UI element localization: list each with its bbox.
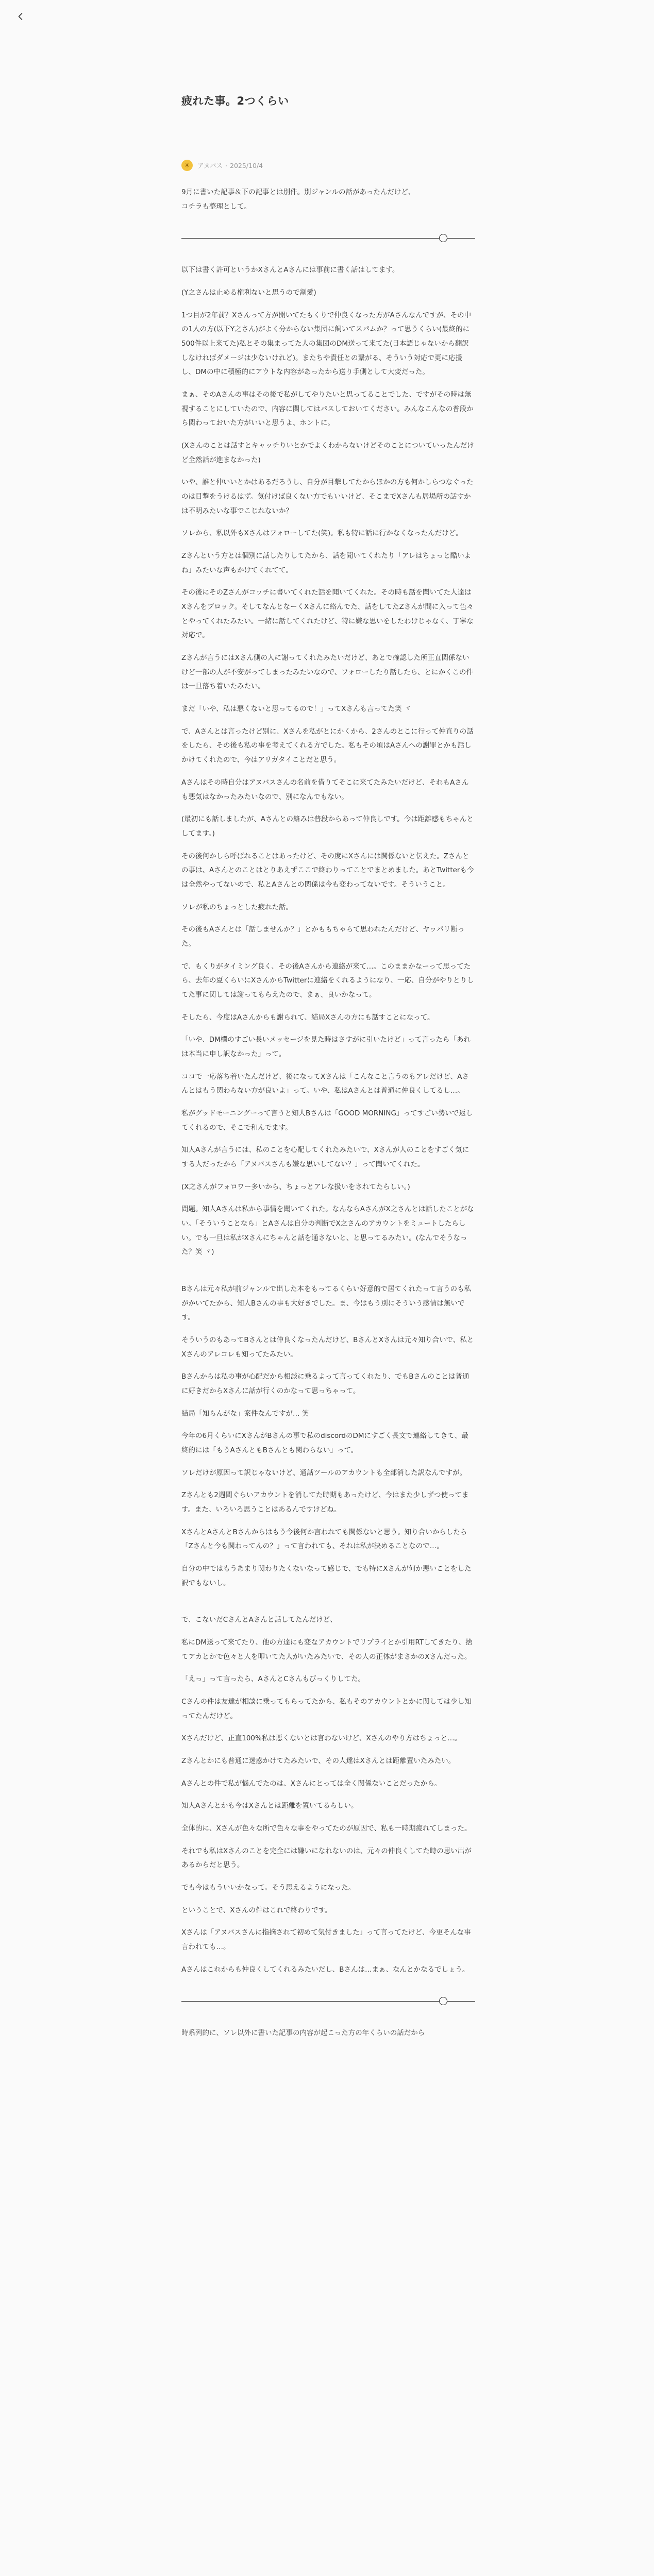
article-meta: [181, 160, 475, 171]
arrow-left-icon: [15, 11, 26, 22]
paragraph: その後もAさんとは「話しませんか？」とかももちゃらて思われたんだけど、ヤッパリ断った。: [181, 925, 465, 948]
paragraph: (Xさんのことは話すとキャッチりいとかでよくわからないけどそのことについていったんだけど全然話が進まなかった): [181, 442, 474, 464]
paragraph: まぁ、そのAさんの事はその後で私がしてやりたいと思ってることでした、ですがその時は無視することにしていたので、内容に関してはパスしておいてください。みんなこんなの普段から関わっておいた方がいいと思うよ、ホントに。: [181, 391, 474, 428]
paragraph: 全体的に、Xさんが色々な所で色々な事をやってたのが原因で、私も一時期疲れてしまった。: [181, 1824, 472, 1833]
paragraph: 自分の中ではもうあまり関わりたくないなって感じで、でも特にXさんが何か悪いことをした訳でもないし。: [181, 1565, 472, 1587]
paragraph: Xさんは「アヌバスさんに指摘されて初めて気付きました」って言ってたけど、今更そんな事言われても…。: [181, 1928, 471, 1952]
article: [181, 0, 475, 2049]
paragraph: 結局「知らんがな」案件なんですが… 笑: [181, 1409, 309, 1418]
author-name[interactable]: アヌバス: [197, 162, 223, 170]
paragraph: Aさんはこれからも仲良くしてくれるみたいだし、Bさんは…まぁ、なんとかなるでしょう。: [181, 1965, 469, 1974]
paragraph: ソレが私のちょっとした疲れた話。: [181, 903, 293, 911]
paragraph: Zさんという方とは個別に話したりしてたから、話を聞いてくれたり「アレはちょっと酷いよね」みたいな声もかけてくれてて。: [181, 552, 472, 574]
paragraph: 今年の6月くらいにXさんがBさんの事で私のdiscordのDMにすごく長文で連絡してきて、最終的には「もうAさんともBさんとも関わらない」って。: [181, 1432, 468, 1455]
section-divider: [181, 232, 475, 244]
paragraph: 「いや、DM欄のすごい長いメッセージを見た時はさすがに引いたけど」って言ったら「あれは本当に申し訳なかった」って。: [181, 1036, 471, 1058]
paragraph: (Y之さんは止める権利ないと思うので割愛): [181, 289, 316, 297]
paragraph: で、Aさんとは言ったけど別に、Xさんを私がとにかくから、2さんのとこに行って仲直りの話をしたら、その後も私の事を考えてくれる方でした。私もその頃はAさんへの謝罪とかも話しかけてくれたので、今はアリガタイことだと思う。: [181, 727, 474, 765]
paragraph: 時系列的に、ソレ以外に書いた記事の内容が起こった方の年くらいの話だから: [181, 2029, 425, 2038]
paragraph: その後何かしら呼ばれることはあったけど、その度にXさんには関係ないと伝えた。Zさんとの事は、Aさんとのことはとりあえずここで終わりってことでまとめました。あとTwitterも今は全然やってないので、私とAさんとの関係は今も変わってないです。そういうこと。: [181, 852, 474, 889]
paragraph: Zさんが言うにはXさん側の人に謝ってくれたみたいだけど、あとで確認した所正直関係ないけど一部の人が不安がってしまったみたいなので、フォローしたり話したら、とにかくこの件は一旦落ち着いたみたい。: [181, 654, 474, 691]
paragraph: 1つ目が2年前？Xさんって方が開いてたもくりで仲良くなった方がAさんなんですが、その中の1人の方(以下Y之さん)がよく分からない集団に飼いてスパムか？って思うくらい(最終的に500件以上来てた)私とその集まってた人の集団のDM送って来てた(日本語じゃないから翻訳しなければダメージは少ないけれど)。またちや責任との繋がる、そういう対応で更に応援し、DMの中に積極的にアウトな内容があったから送り手側として大変だった。: [181, 311, 472, 377]
paragraph: 私がグッドモーニングーって言うと知人Bさんは「GOOD MORNING」ってすごい勢いで返してくれるので、そこで和んでます。: [181, 1109, 473, 1132]
paragraph: Aさんとの件で私が悩んでたのは、Xさんにとっては全く関係ないことだったから。: [181, 1779, 442, 1788]
paragraph: Zさんとかにも普通に迷惑かけてたみたいで、その人達はXさんとは距離置いたみたい。: [181, 1757, 456, 1766]
paragraph: で、もくりがタイミング良く、その後Aさんから連絡が来て…。このままかなーって思ってたら、去年の夏くらいにXさんからTwitterに連絡をくれるようになり、一応、自分がやりとりしてた事に関しては謝ってもらえたので、まぁ、良いかなって。: [181, 962, 474, 999]
paragraph: Bさんからは私の事が心配だから相談に乗るよって言ってくれたり、でもBさんのことは普通に好きだからXさんに話が行くのかなって思っちゃって。: [181, 1372, 469, 1395]
section-divider: [181, 1995, 475, 2007]
meta-separator: ·: [225, 161, 227, 170]
article-body: [181, 185, 475, 2041]
paragraph: XさんとAさんとBさんからはもう今後何か言われても関係ないと思う。知り合いからしたら「Zさんと今も関わってんの？」って言われても、それは私が決めることなので…。: [181, 1528, 467, 1551]
paragraph: ソレだけが原因って訳じゃないけど、通話ツールのアカウントも全部消した訳なんですが。: [181, 1468, 467, 1477]
paragraph: そしたら、今度はAさんからも謝られて、結局Xさんの方にも話すことになって。: [181, 1013, 434, 1022]
paragraph: ソレから、私以外もXさんはフォローしてた(笑)。私も特に話に行かなくなったんだけど。: [181, 529, 463, 538]
paragraph: で、こないだCさんとAさんと話してたんだけど、: [181, 1616, 337, 1624]
paragraph: Zさんとも2週間ぐらいアカウントを消してた時期もあったけど、今はまた少しずつ使ってます。また、いろいろ思うことはあるんですけどね。: [181, 1491, 469, 1514]
paragraph: 「えっ」って言ったら、AさんとCさんもびっくりしてた。: [181, 1675, 365, 1684]
section-2: [181, 1282, 475, 1590]
paragraph: 知人Aさんとかも今はXさんとは距離を置いてるらしい。: [181, 1802, 358, 1810]
sun-icon: ☀: [184, 162, 190, 169]
section-1: [181, 263, 475, 1260]
paragraph: 知人Aさんが言うには、私のことを心配してくれたみたいで、Xさんが人のことをすごく気にする人だったから「アヌバスさんも嫌な思いしてない？」って聞いてくれた。: [181, 1146, 469, 1168]
article-title: 疲れた事。2つくらい: [181, 95, 289, 107]
author-avatar[interactable]: [181, 160, 193, 171]
paragraph: でも今はもういいかなって。そう思えるようになった。: [181, 1884, 356, 1892]
paragraph: 以下は書く許可というかXさんとAさんには事前に書く話はしてます。: [181, 266, 399, 275]
paragraph: Bさんは元々私が前ジャンルで出した本をもってるくらい好意的で居てくれたって言うのも私がかいてたから、知人Bさんの事も大好きでした。ま、今はもう別にそういう感情は無いです。: [181, 1284, 472, 1322]
paragraph: Cさんの件は友達が相談に乗ってもらってたから、私もそのアカウントとかに関しては少し知ってたんだけど。: [181, 1698, 472, 1720]
back-button[interactable]: [15, 11, 26, 22]
post-date: 2025/10/4: [230, 161, 263, 170]
section-3: [181, 1613, 475, 1977]
paragraph: そういうのもあってBさんとは仲良くなったんだけど、BさんとXさんは元々知り合いで、私とXさんのアレコレも知ってたみたい。: [181, 1335, 474, 1359]
paragraph: それでも私はXさんのことを完全には嫌いになれないのは、元々の仲良くしてた時の思い出があるからだと思う。: [181, 1846, 472, 1870]
paragraph: いや、誰と仲いいとかはあるだろうし、自分が目撃してたからほかの方も何かしらつなぐったのは目撃をうけるはず。気付けば良くない方でもいいけど、そこまでXさんも居場所の話すかは不明みたいな事でこじれないか？: [181, 478, 474, 515]
paragraph: Aさんはその時自分はアヌバスさんの名前を借りてそこに来てたみたいだけど、それもAさんも悪気はなかったみたいなので、別になんでもない。: [181, 778, 469, 801]
paragraph: 問題。知人Aさんは私から事情を聞いてくれた。なんならAさんがX之さんとは話したことがない。「そういうことなら」とAさんは自分の判断でX之さんのアカウントをミュートしたらしい。でも一旦は私がXさんにちゃんと話を通さないと、と思ってるみたい。(なんでそうなった？笑 ヾ): [181, 1205, 474, 1257]
paragraph: ということで、Xさんの件はこれで終わりです。: [181, 1906, 332, 1914]
paragraph: まだ「いや、私は悪くないと思ってるので！」ってXさんも言ってた笑 ヾ: [181, 705, 411, 714]
paragraph: Xさんだけど、正直100%私は悪くないとは言わないけど、Xさんのやり方はちょっと…。: [181, 1734, 462, 1743]
paragraph: 私にDM送って来てたり、他の方達にも変なアカウントでリプライとか引用RTしてきたり、捨てアカとかで色々と人を叩いてた人がいたみたいで、その人の正体がまさかのXさんだった。: [181, 1638, 473, 1661]
paragraph: ココで一応落ち着いたんだけど、後になってXさんは「こんなこと言うのもアレだけど、Aさんとはもう関わらない方が良いよ」って。いや、私はAさんとは普通に仲良くしてるし…。: [181, 1072, 469, 1095]
paragraph: その後にそのZさんがコッチに書いてくれた話を聞いてくれた。その時も話を聞いてた人達はXさんをブロック。そしてなんとなーくXさんに絡んでた、話をしてたZさんが間に入って色々とやってくれたみたい。一緒に話してくれたけど、特に嫌な思いをしたわけじゃなく、丁寧な対応で。: [181, 588, 474, 640]
paragraph: (X之さんがフォロワー多いから、ちょっとアレな扱いをされてたらしい。): [181, 1182, 410, 1191]
intro-paragraph: 9月に書いた記事＆下の記事とは別件。別ジャンルの話があったんだけど、 コチラも整理として。: [181, 188, 415, 211]
paragraph: (最初にも話しましたが、Aさんとの絡みは普段からあって仲良しです。今は距離感もちゃんとしてます。): [181, 815, 474, 838]
